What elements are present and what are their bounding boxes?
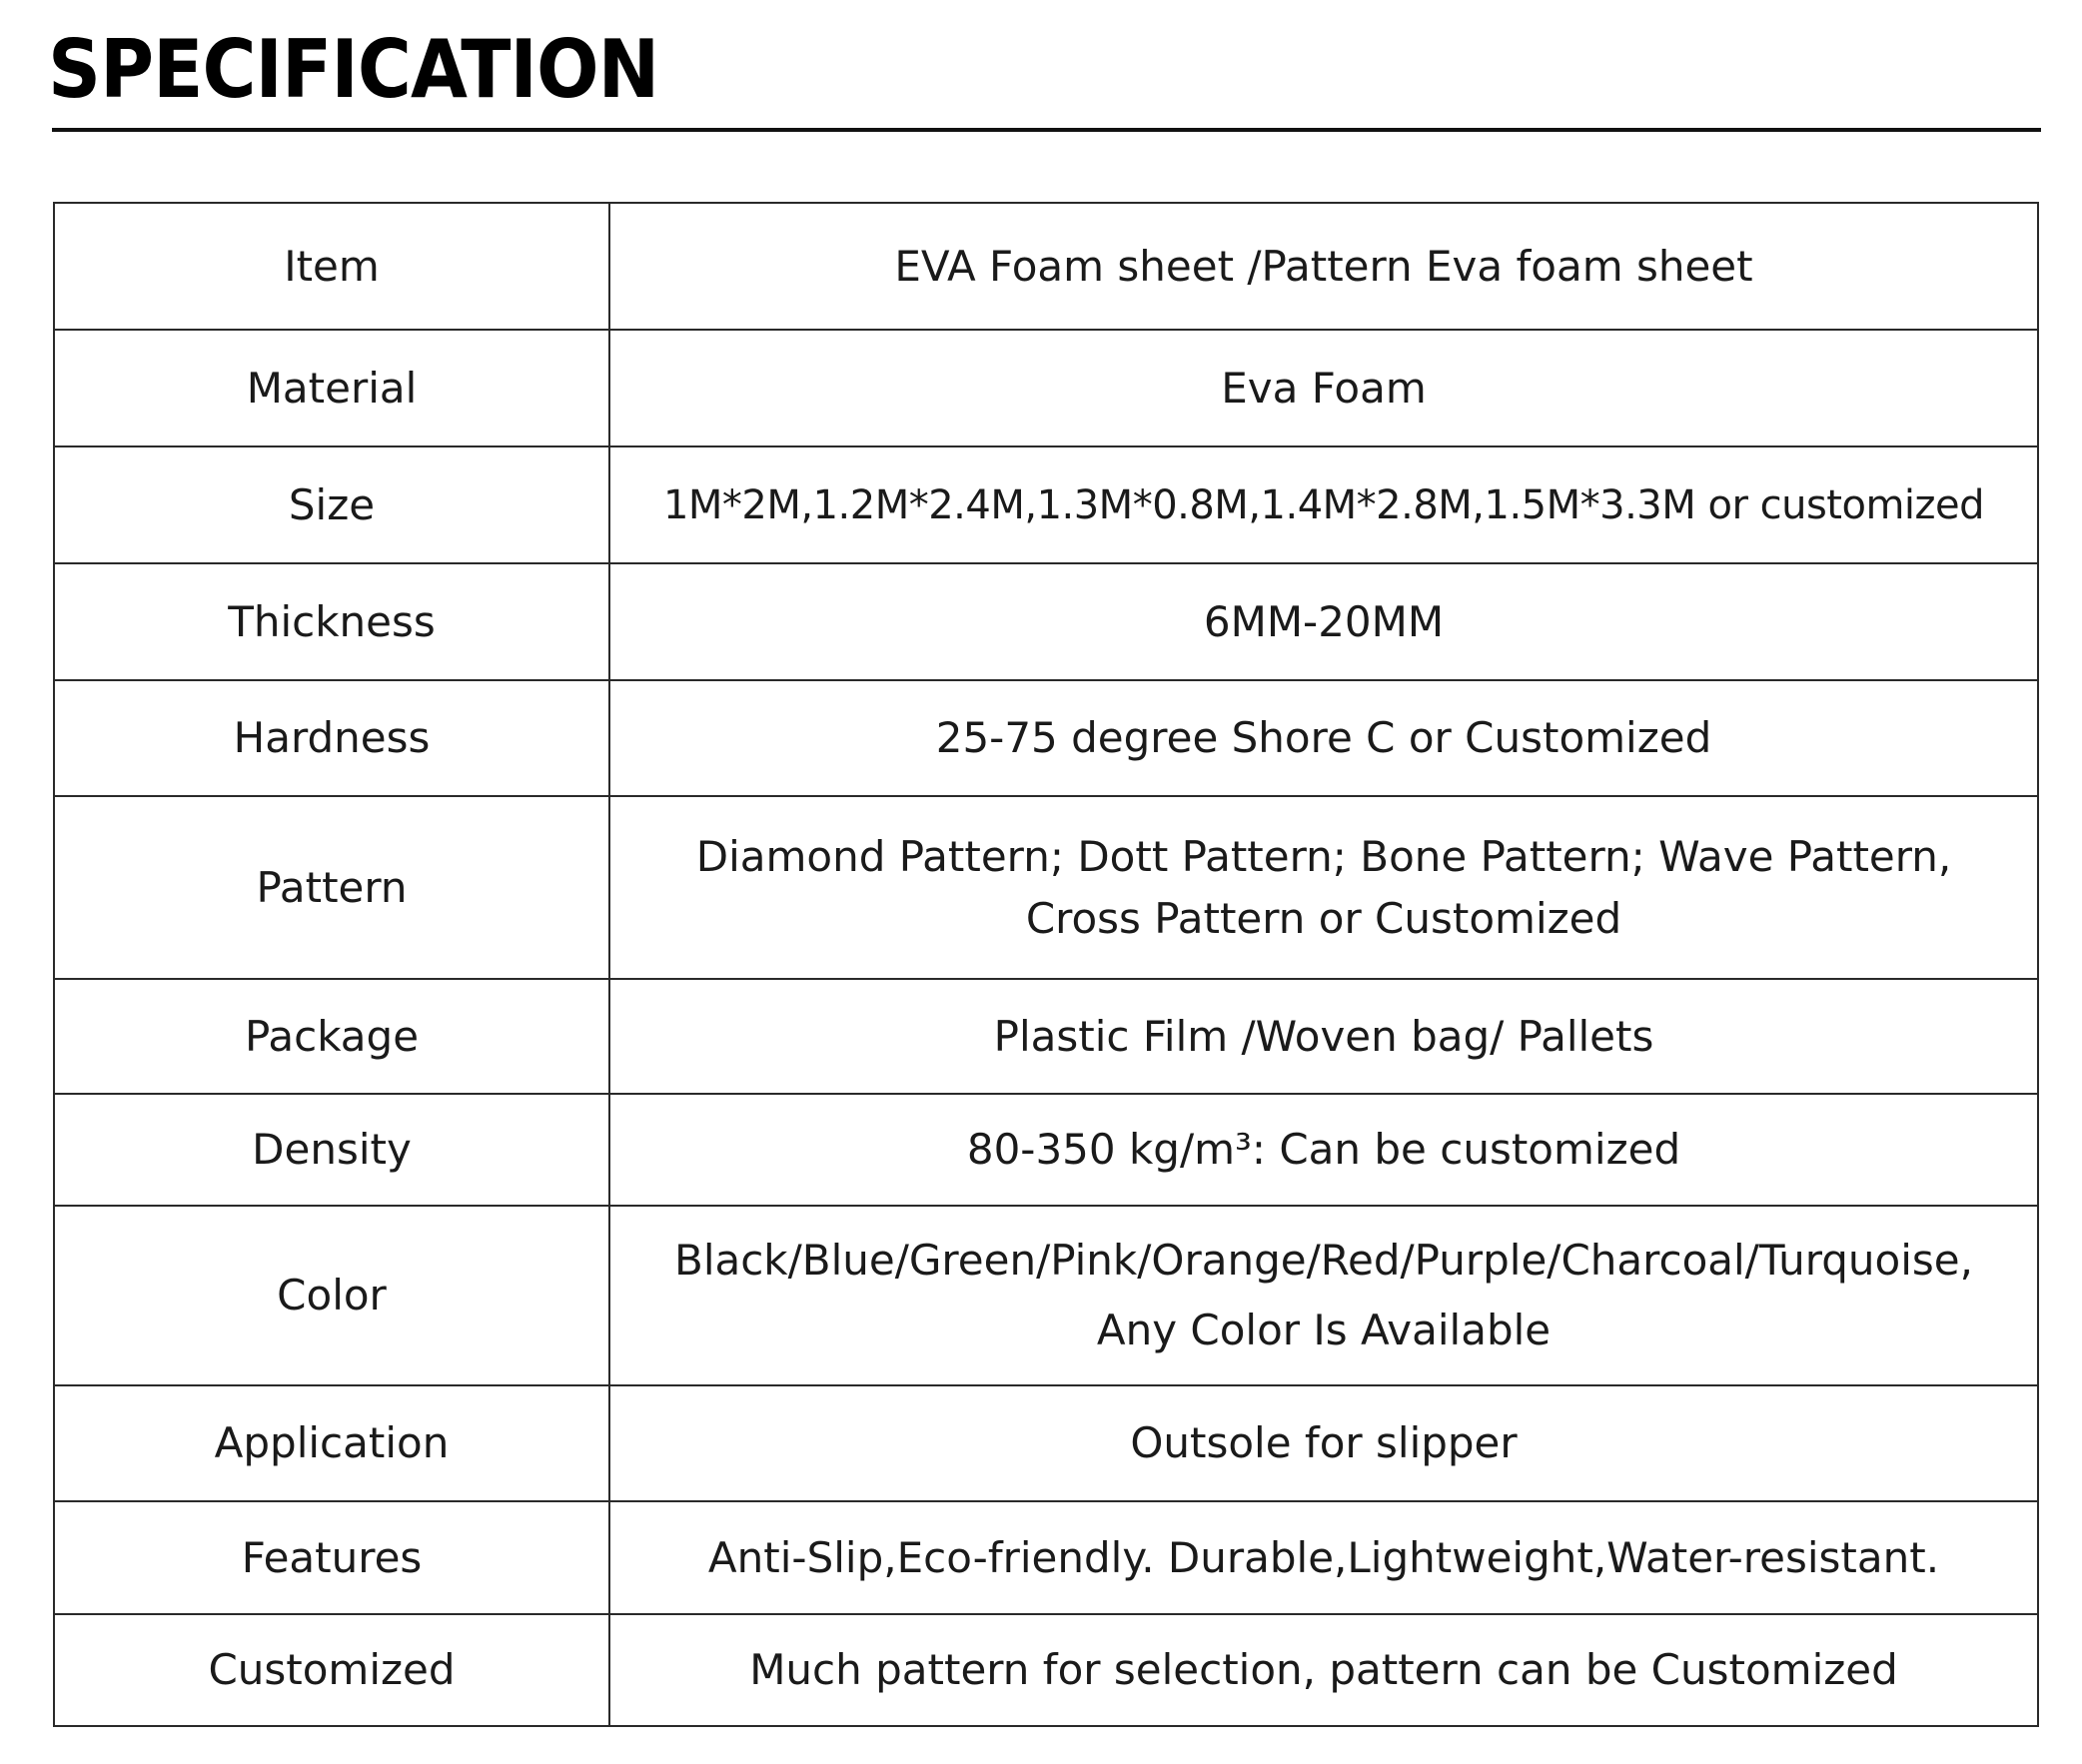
row-value-line: 80-350 kg/m³: Can be customized: [966, 1125, 1681, 1174]
row-value-line: Diamond Pattern; Dott Pattern; Bone Pattern; Wave Pattern,: [695, 831, 1952, 881]
table-row-density: [54, 1094, 2038, 1206]
row-label: Package: [54, 979, 609, 1094]
row-value: [609, 563, 2038, 680]
row-value-line: Plastic Film /Woven bag/ Pallets: [993, 1011, 1654, 1061]
row-value: [609, 203, 2038, 330]
row-label: Thickness: [54, 563, 609, 680]
row-value-line: EVA Foam sheet /Pattern Eva foam sheet: [894, 241, 1753, 291]
row-label: Hardness: [54, 680, 609, 796]
row-label: Features: [54, 1501, 609, 1614]
table-row-thickness: [54, 563, 2038, 680]
row-label: Size: [54, 446, 609, 563]
table-row-pattern: [54, 796, 2038, 979]
table-row-color: [54, 1206, 2038, 1385]
table-row-size: [54, 446, 2038, 563]
row-value-line: Anti-Slip,Eco-friendly. Durable,Lightweight,Water-resistant.: [707, 1532, 1940, 1582]
row-value-line: Outsole for slipper: [1130, 1418, 1518, 1467]
row-value: [609, 979, 2038, 1094]
row-value-line: 6MM-20MM: [1203, 596, 1445, 646]
row-value-line: Much pattern for selection, pattern can be Customized: [749, 1645, 1898, 1694]
row-label: Color: [54, 1206, 609, 1385]
row-value: [609, 796, 2038, 979]
row-value-line: Eva Foam: [1221, 363, 1427, 413]
row-value: [609, 1094, 2038, 1206]
table-row-hardness: [54, 680, 2038, 796]
table-row-package: [54, 979, 2038, 1094]
specification-table: [53, 202, 2039, 1727]
row-value: [609, 1385, 2038, 1501]
row-label: Customized: [54, 1614, 609, 1726]
row-label: Material: [54, 330, 609, 446]
row-value-line: Any Color Is Available: [1096, 1306, 1552, 1354]
row-value: [609, 680, 2038, 796]
table-row-application: [54, 1385, 2038, 1501]
table-row-features: [54, 1501, 2038, 1614]
row-value-line: 25-75 degree Shore C or Customized: [935, 713, 1712, 762]
table-row-item: [54, 203, 2038, 330]
row-value: [609, 330, 2038, 446]
row-value: [609, 446, 2038, 563]
page-title: SPECIFICATION: [48, 23, 659, 116]
table-row-customized: [54, 1614, 2038, 1726]
row-label: Item: [54, 203, 609, 330]
row-value: [609, 1206, 2038, 1385]
row-value: [609, 1501, 2038, 1614]
row-value-line: 1M*2M,1.2M*2.4M,1.3M*0.8M,1.4M*2.8M,1.5M*3.3M or customized: [662, 481, 1985, 528]
title-divider: [52, 128, 2041, 132]
table-row-material: [54, 330, 2038, 446]
row-value: [609, 1614, 2038, 1726]
row-value-line: Cross Pattern or Customized: [1025, 893, 1622, 943]
row-label: Application: [54, 1385, 609, 1501]
row-label: Pattern: [54, 796, 609, 979]
row-value-line: Black/Blue/Green/Pink/Orange/Red/Purple/Charcoal/Turquoise,: [674, 1236, 1973, 1285]
row-label: Density: [54, 1094, 609, 1206]
